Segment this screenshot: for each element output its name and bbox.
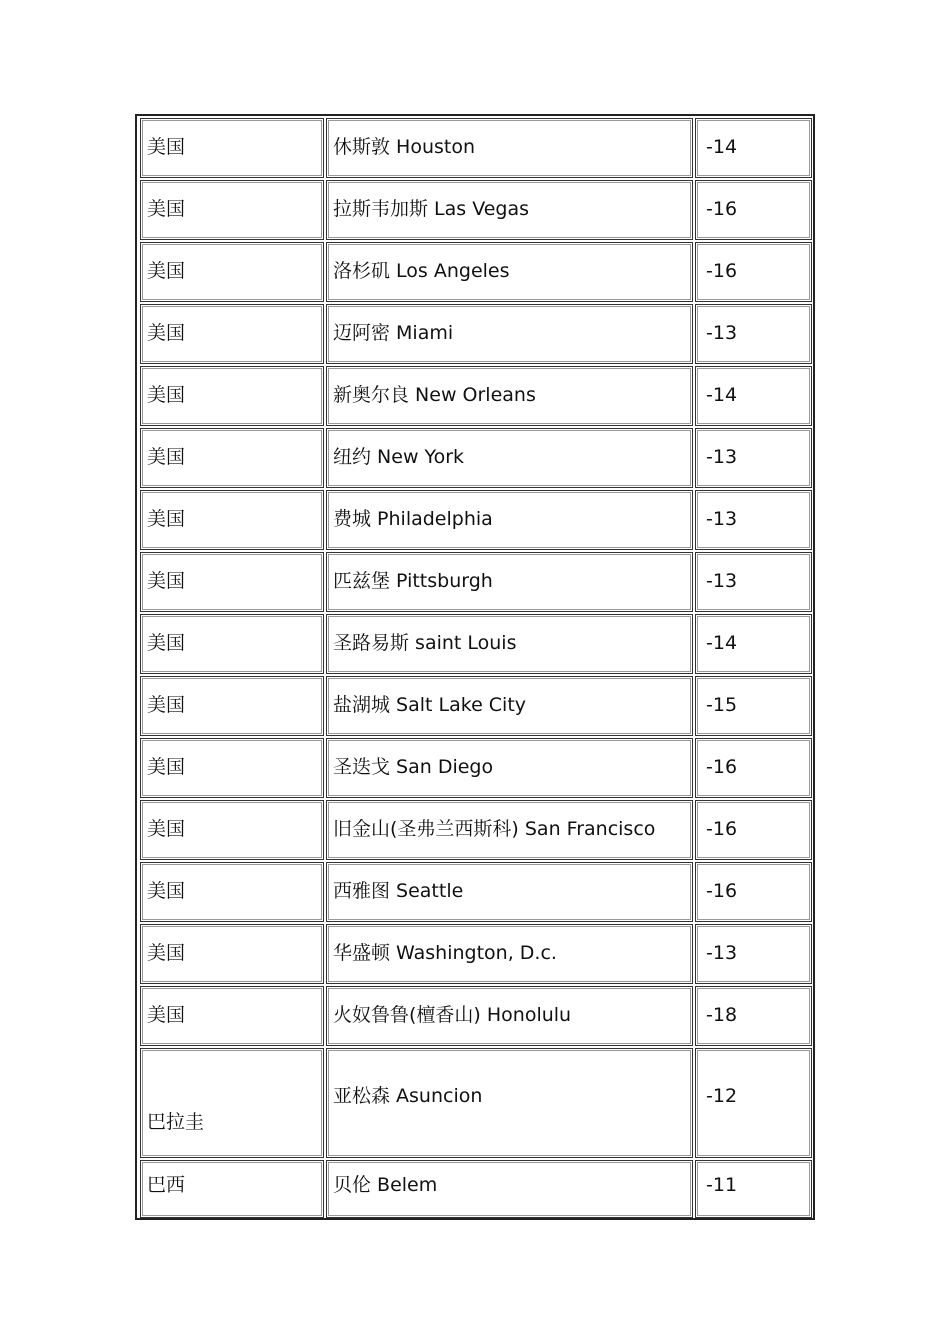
- timezone-table: [135, 114, 815, 1220]
- table-row: [139, 614, 811, 674]
- table-row: [139, 118, 811, 178]
- country-text: 美国: [147, 756, 186, 778]
- country-text: 美国: [147, 136, 186, 158]
- table-row: [139, 180, 811, 240]
- offset-cell: [695, 986, 812, 1046]
- city-cell: [326, 552, 693, 612]
- offset-text: -16: [706, 756, 738, 778]
- table-row: [139, 800, 811, 860]
- country-cell: [140, 552, 324, 612]
- offset-cell: [695, 490, 812, 550]
- city-text: 休斯敦 Houston: [333, 136, 476, 158]
- country-text: 美国: [147, 942, 186, 964]
- city-cell: [326, 304, 693, 364]
- country-text: 美国: [147, 384, 186, 406]
- country-text: 美国: [147, 198, 186, 220]
- country-cell: [140, 862, 324, 922]
- city-cell: [326, 428, 693, 488]
- city-cell: [326, 614, 693, 674]
- city-text: 迈阿密 Miami: [333, 322, 454, 344]
- country-text: 美国: [147, 694, 186, 716]
- offset-text: -13: [706, 570, 738, 592]
- country-text: 美国: [147, 632, 186, 654]
- city-cell: [326, 1048, 693, 1158]
- table-row: [139, 552, 811, 612]
- country-cell: [140, 614, 324, 674]
- country-cell: [140, 1048, 324, 1158]
- city-cell: [326, 924, 693, 984]
- city-cell: [326, 986, 693, 1046]
- city-text: 盐湖城 Salt Lake City: [333, 694, 527, 716]
- country-cell: [140, 1160, 324, 1218]
- country-cell: [140, 986, 324, 1046]
- offset-text: -14: [706, 384, 738, 406]
- country-text: 美国: [147, 508, 186, 530]
- table-row: [139, 1160, 811, 1218]
- offset-cell: [695, 366, 812, 426]
- city-cell: [326, 490, 693, 550]
- country-cell: [140, 118, 324, 178]
- city-text: 费城 Philadelphia: [333, 508, 493, 530]
- country-text: 巴西: [147, 1174, 186, 1196]
- offset-text: -15: [706, 694, 738, 716]
- table-row: [139, 242, 811, 302]
- offset-text: -12: [706, 1085, 738, 1107]
- country-text: 美国: [147, 818, 186, 840]
- offset-cell: [695, 552, 812, 612]
- city-text: 西雅图 Seattle: [333, 880, 464, 902]
- country-text: 巴拉圭: [147, 1111, 205, 1133]
- country-text: 美国: [147, 1004, 186, 1026]
- table-row: [139, 986, 811, 1046]
- offset-text: -13: [706, 508, 738, 530]
- city-text: 纽约 New York: [333, 446, 465, 468]
- offset-cell: [695, 924, 812, 984]
- table-row: [139, 1048, 811, 1158]
- city-text: 圣迭戈 San Diego: [333, 756, 494, 778]
- country-cell: [140, 304, 324, 364]
- offset-cell: [695, 862, 812, 922]
- table-row: [139, 428, 811, 488]
- city-cell: [326, 1160, 693, 1218]
- city-cell: [326, 676, 693, 736]
- offset-text: -18: [706, 1004, 738, 1026]
- city-cell: [326, 118, 693, 178]
- offset-cell: [695, 1048, 812, 1158]
- offset-cell: [695, 304, 812, 364]
- offset-text: -11: [706, 1174, 738, 1196]
- city-text: 拉斯韦加斯 Las Vegas: [333, 198, 530, 220]
- country-cell: [140, 428, 324, 488]
- offset-cell: [695, 676, 812, 736]
- offset-text: -14: [706, 136, 738, 158]
- city-cell: [326, 738, 693, 798]
- table-row: [139, 366, 811, 426]
- table-row: [139, 490, 811, 550]
- offset-text: -16: [706, 260, 738, 282]
- table-row: [139, 676, 811, 736]
- offset-cell: [695, 1160, 812, 1218]
- table-row: [139, 738, 811, 798]
- offset-cell: [695, 118, 812, 178]
- city-cell: [326, 366, 693, 426]
- offset-cell: [695, 428, 812, 488]
- offset-text: -13: [706, 446, 738, 468]
- country-cell: [140, 924, 324, 984]
- city-text: 华盛顿 Washington, D.c.: [333, 942, 557, 964]
- table-row: [139, 304, 811, 364]
- city-cell: [326, 180, 693, 240]
- country-cell: [140, 366, 324, 426]
- country-text: 美国: [147, 880, 186, 902]
- country-cell: [140, 490, 324, 550]
- city-text: 亚松森 Asuncion: [333, 1085, 483, 1107]
- city-text: 匹兹堡 Pittsburgh: [333, 570, 493, 592]
- city-text: 旧金山(圣弗兰西斯科) San Francisco: [333, 818, 656, 840]
- offset-text: -13: [706, 322, 738, 344]
- country-text: 美国: [147, 322, 186, 344]
- offset-text: -16: [706, 818, 738, 840]
- table-row: [139, 924, 811, 984]
- country-cell: [140, 242, 324, 302]
- offset-cell: [695, 738, 812, 798]
- offset-text: -16: [706, 198, 738, 220]
- city-cell: [326, 242, 693, 302]
- offset-text: -13: [706, 942, 738, 964]
- offset-cell: [695, 800, 812, 860]
- country-cell: [140, 676, 324, 736]
- city-text: 圣路易斯 saint Louis: [333, 632, 517, 654]
- offset-cell: [695, 614, 812, 674]
- country-cell: [140, 180, 324, 240]
- city-text: 贝伦 Belem: [333, 1174, 438, 1196]
- country-text: 美国: [147, 446, 186, 468]
- offset-cell: [695, 180, 812, 240]
- country-text: 美国: [147, 260, 186, 282]
- offset-text: -16: [706, 880, 738, 902]
- table-row: [139, 862, 811, 922]
- city-text: 火奴鲁鲁(檀香山) Honolulu: [333, 1004, 572, 1026]
- country-text: 美国: [147, 570, 186, 592]
- country-cell: [140, 800, 324, 860]
- offset-text: -14: [706, 632, 738, 654]
- offset-cell: [695, 242, 812, 302]
- city-cell: [326, 862, 693, 922]
- city-cell: [326, 800, 693, 860]
- country-cell: [140, 738, 324, 798]
- city-text: 新奥尔良 New Orleans: [333, 384, 536, 406]
- city-text: 洛杉矶 Los Angeles: [333, 260, 510, 282]
